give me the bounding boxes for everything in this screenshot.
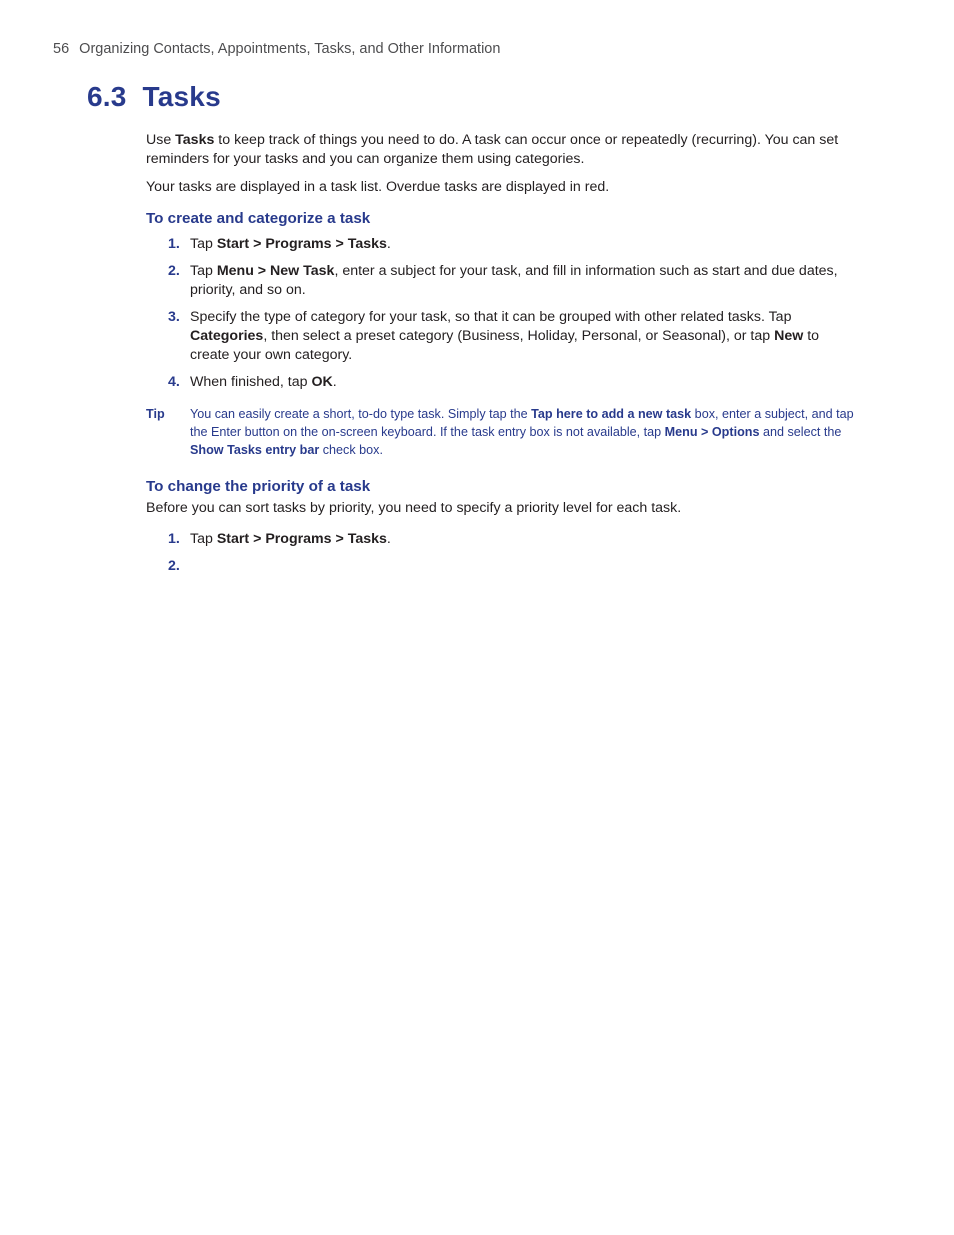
section-title-text: Tasks: [142, 81, 221, 112]
tip-text: [190, 405, 858, 459]
intro-block: [146, 131, 858, 197]
text-run: to create your own category.: [190, 328, 820, 363]
text-run: check box.: [319, 443, 383, 457]
text-run: , enter a subject for your task, and fill in information such as start and due dates, priority, and so on.: [190, 263, 838, 298]
list-item: [146, 557, 858, 576]
tip-label: Tip: [146, 407, 165, 421]
bold-term: OK: [311, 374, 333, 390]
text-run: , then select a preset category (Business, Holiday, Personal, or Seasonal), or tap: [263, 328, 775, 344]
list-item: [146, 235, 858, 254]
section-number: 6.3: [87, 81, 127, 112]
text-run: .: [386, 531, 391, 547]
step-number: 3.: [168, 309, 180, 325]
list-item: [146, 308, 858, 365]
bold-term: Tap here to add a new task: [531, 407, 692, 421]
text-run: box, enter a subject, and tap the Enter button on the on-screen keyboard. If the task entry box is not available, tap: [190, 407, 854, 439]
list-item: [146, 262, 858, 300]
text-run: Tap: [190, 263, 217, 279]
create-task-heading: To create and categorize a task: [146, 210, 371, 227]
priority-heading: To change the priority of a task: [146, 478, 371, 495]
tip-note: [146, 405, 858, 459]
text-run: Tap: [190, 531, 217, 547]
bold-term: Categories: [190, 328, 264, 344]
step-number: 1.: [168, 236, 180, 252]
list-item: [146, 530, 858, 549]
bold-term: Start > Programs > Tasks: [216, 236, 387, 252]
text-run: to keep track of things you need to do. A task can occur once or repeatedly (recurring). You can set reminders for your tasks and you can organize them using categories.: [146, 132, 839, 167]
running-header: [53, 41, 500, 57]
text-run: You can easily create a short, to-do type task. Simply tap the: [190, 407, 532, 421]
bold-term: Tasks: [175, 132, 215, 148]
text-run: Use: [146, 132, 176, 148]
priority-section: [146, 478, 858, 518]
create-task-section: [146, 210, 858, 227]
text-run: and select the: [759, 425, 842, 439]
text-run: Specify the type of category for your task, so that it can be grouped with other related tasks. Tap: [190, 309, 792, 325]
priority-intro: Before you can sort tasks by priority, you need to specify a priority level for each task.: [146, 500, 682, 516]
text-run: .: [386, 236, 391, 252]
bold-term: Menu > Options: [664, 425, 760, 439]
bold-term: Menu > New Task: [216, 263, 335, 279]
text-run: .: [332, 374, 337, 390]
intro-paragraph-1: [146, 131, 858, 169]
page-number: 56: [53, 41, 70, 57]
text-run: Tap: [190, 236, 217, 252]
step-number: 2.: [168, 263, 180, 279]
step-number: 1.: [168, 531, 180, 547]
create-task-steps: [146, 235, 858, 400]
priority-steps: [146, 530, 858, 584]
step-number: 2.: [168, 558, 180, 574]
text-run: When finished, tap: [190, 374, 312, 390]
section-title: [87, 81, 221, 113]
list-item: [146, 373, 858, 392]
step-number: 4.: [168, 374, 180, 390]
running-title: Organizing Contacts, Appointments, Tasks, and Other Information: [79, 41, 501, 57]
bold-term: New: [774, 328, 804, 344]
bold-term: Show Tasks entry bar: [190, 443, 320, 457]
bold-term: Start > Programs > Tasks: [216, 531, 387, 547]
intro-paragraph-2: Your tasks are displayed in a task list. Overdue tasks are displayed in red.: [146, 179, 610, 195]
